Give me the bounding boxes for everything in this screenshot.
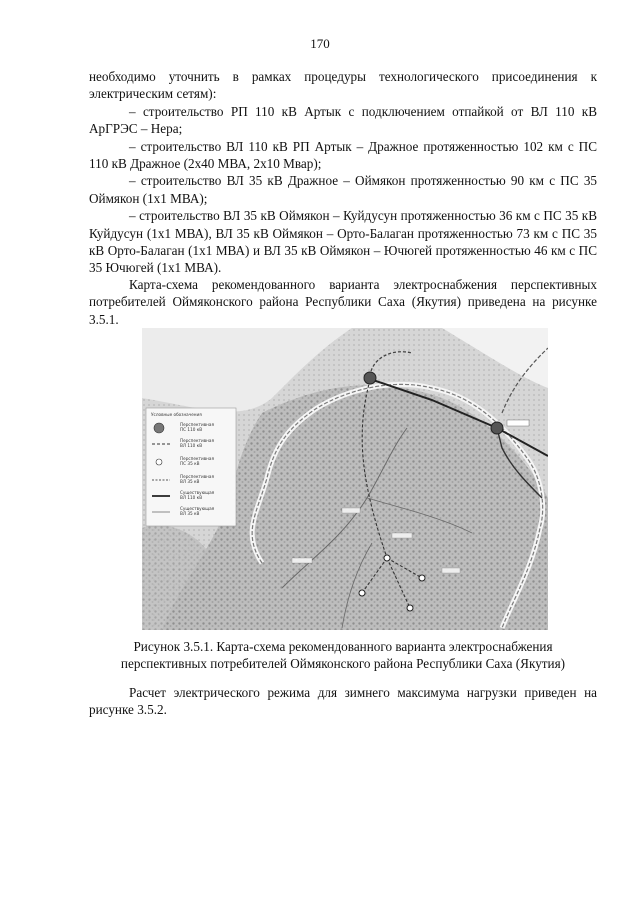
bullet-item (89, 207, 597, 277)
bullet-dash: – (129, 138, 136, 154)
substation-35kv-icon (419, 575, 425, 581)
after-text: Расчет электрического режима для зимнего максимума нагрузки приведен на рисунке 3.5.2. (89, 685, 597, 718)
legend-item-label: ВЛ 35 кВ (180, 479, 200, 484)
substation-35kv-icon (359, 590, 365, 596)
map-intro-paragraph (89, 276, 597, 328)
after-paragraph (89, 684, 597, 719)
bullet-item (89, 138, 597, 173)
substation-110kv-icon (364, 372, 376, 384)
legend-item-label: Существующая (180, 490, 215, 495)
map-legend (146, 408, 236, 526)
substation-35kv-icon (407, 605, 413, 611)
caption-line-2: перспективных потребителей Оймяконского района Республики Саха (Якутия) (120, 656, 566, 672)
legend-item-label: Перспективная (180, 438, 214, 443)
intro-line-2: электрическим сетям): (89, 86, 217, 102)
caption-line-1: Рисунок 3.5.1. Карта-схема рекомендованного варианта электроснабжения (133, 639, 553, 654)
intro-line-1: необходимо уточнить в рамках процедуры технологического присоединения к (89, 69, 597, 84)
bullet-dash: – (129, 173, 136, 189)
legend-title: Условные обозначения (151, 412, 202, 417)
map-place-label-box (442, 568, 460, 573)
page-number: 170 (310, 36, 330, 51)
substation-35kv-icon (384, 555, 390, 561)
bullet-item (89, 103, 597, 138)
legend-item-label: ВЛ 110 кВ (180, 443, 203, 448)
body-text (89, 68, 597, 277)
map-place-label-box (342, 508, 360, 513)
legend-item-label: ВЛ 35 кВ (180, 511, 200, 516)
bullet-item (89, 172, 597, 207)
bullet-text: строительство ВЛ 35 кВ Оймякон – Куйдусун протяженностью 36 км с ПС 35 кВ Куйдусун (1х1 МВА), ВЛ 35 кВ Оймякон – Орто-Балаган протяженностью 73 км с ПС 35 кВ Орто-Балаган (1х1 МВА) и ВЛ 35 кВ Оймякон – Ючюгей протяженностью 46 км с ПС 35 Ючюгей (1х1 МВА). (89, 208, 598, 276)
bullet-dash: – (129, 103, 136, 119)
legend-item-label: ПС 35 кВ (180, 461, 200, 466)
prospective-substation-35kv-icon (156, 459, 162, 465)
map-place-label-box (392, 533, 412, 538)
figure-caption (89, 638, 597, 673)
legend-item-label: Существующая (180, 506, 215, 511)
legend-item-label: Перспективная (180, 422, 214, 427)
legend-item-label: Перспективная (180, 456, 214, 461)
bullet-text: строительство ВЛ 35 кВ Дражное – Оймякон протяженностью 90 км с ПС 35 Оймякон (1х1 МВА); (89, 173, 598, 206)
map-place-label-box (292, 558, 312, 563)
substation-110kv-icon (491, 422, 503, 434)
map-intro-text: Карта-схема рекомендованного варианта электроснабжения перспективных потребителей Оймяконского района Республики Саха (Якутия) приведена на рисунке 3.5.1. (89, 277, 597, 327)
bullet-dash: – (129, 208, 136, 224)
bullet-text: строительство РП 110 кВ Артык с подключением отпайкой от ВЛ 110 кВ АрГРЭС – Нера; (89, 103, 597, 137)
map-place-label-box (507, 420, 529, 426)
bullet-text: строительство ВЛ 110 кВ РП Артык – Дражное протяженностью 102 км с ПС 110 кВ Дражное (2х40 МВА, 2х10 Мвар); (89, 138, 598, 172)
prospective-substation-110kv-icon (154, 423, 164, 433)
legend-item-label: ПС 110 кВ (180, 427, 203, 432)
map-figure (142, 328, 548, 630)
legend-item-label: ВЛ 110 кВ (180, 495, 203, 500)
legend-item-label: Перспективная (180, 474, 214, 479)
